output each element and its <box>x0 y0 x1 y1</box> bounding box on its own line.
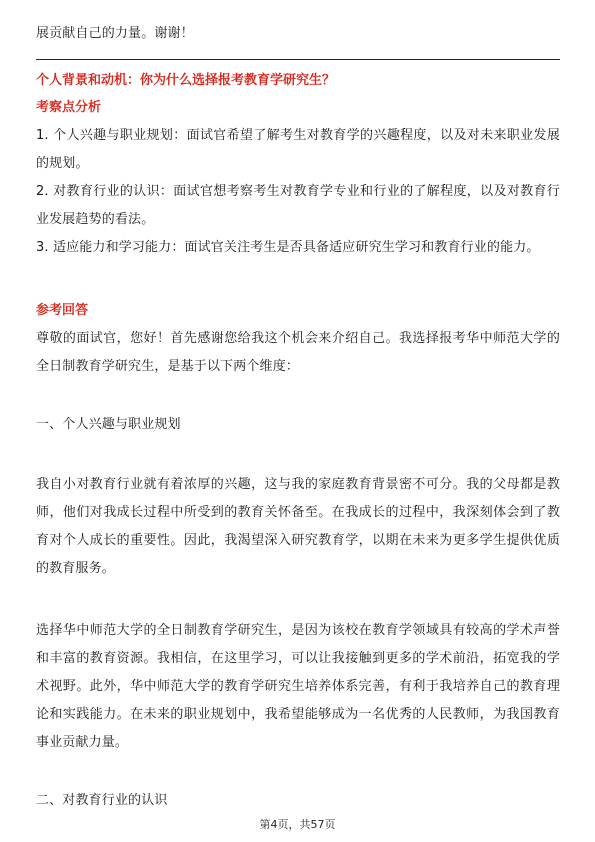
question-title: 个人背景和动机：你为什么选择报考教育学研究生？ <box>36 73 336 88</box>
section-1-paragraph-1: 我自小对教育行业就有着浓厚的兴趣，这与我的家庭教育背景密不可分。我的父母都是教师，他们对我成长过程中所受到的教育关怀备至。在我成长的过程中，我深刻体会到了教育对个人成长的重要性。因此，我渴望深入研究教育学，以期在未来为更多学生提供优质的教育服务。 <box>36 477 560 576</box>
divider-line <box>36 59 560 60</box>
answer-intro: 尊敬的面试官，您好！首先感谢您给我这个机会来介绍自己。我选择报考华中师范大学的全日制教育学研究生，是基于以下两个维度： <box>36 331 560 374</box>
section-2-title: 二、对教育行业的认识 <box>36 793 168 808</box>
carryover-text: 展贡献自己的力量。谢谢！ <box>36 26 194 41</box>
analysis-item-3: 3. 适应能力和学习能力：面试官关注考生是否具备适应研究生学习和教育行业的能力。 <box>36 240 540 255</box>
analysis-item-2: 2. 对教育行业的认识：面试官想考察考生对教育学专业和行业的了解程度，以及对教育行业发展趋势的看法。 <box>36 184 560 227</box>
analysis-heading: 考察点分析 <box>36 100 102 115</box>
answer-heading: 参考回答 <box>36 303 89 318</box>
section-1-paragraph-2: 选择华中师范大学的全日制教育学研究生，是因为该校在教育学领域具有较高的学术声誉和丰富的教育资源。我相信，在这里学习，可以让我接触到更多的学术前沿，拓宽我的学术视野。此外，华中师范大学的教育学研究生培养体系完善，有利于我培养自己的教育理论和实践能力。在未来的职业规划中，我希望能够成为一名优秀的人民教师，为我国教育事业贡献力量。 <box>36 623 560 750</box>
page-number-footer: 第4页，共57页 <box>259 818 336 831</box>
section-1-title: 一、个人兴趣与职业规划 <box>36 417 181 432</box>
analysis-item-1: 1. 个人兴趣与职业规划：面试官希望了解考生对教育学的兴趣程度，以及对未来职业发展的规划。 <box>36 128 560 171</box>
